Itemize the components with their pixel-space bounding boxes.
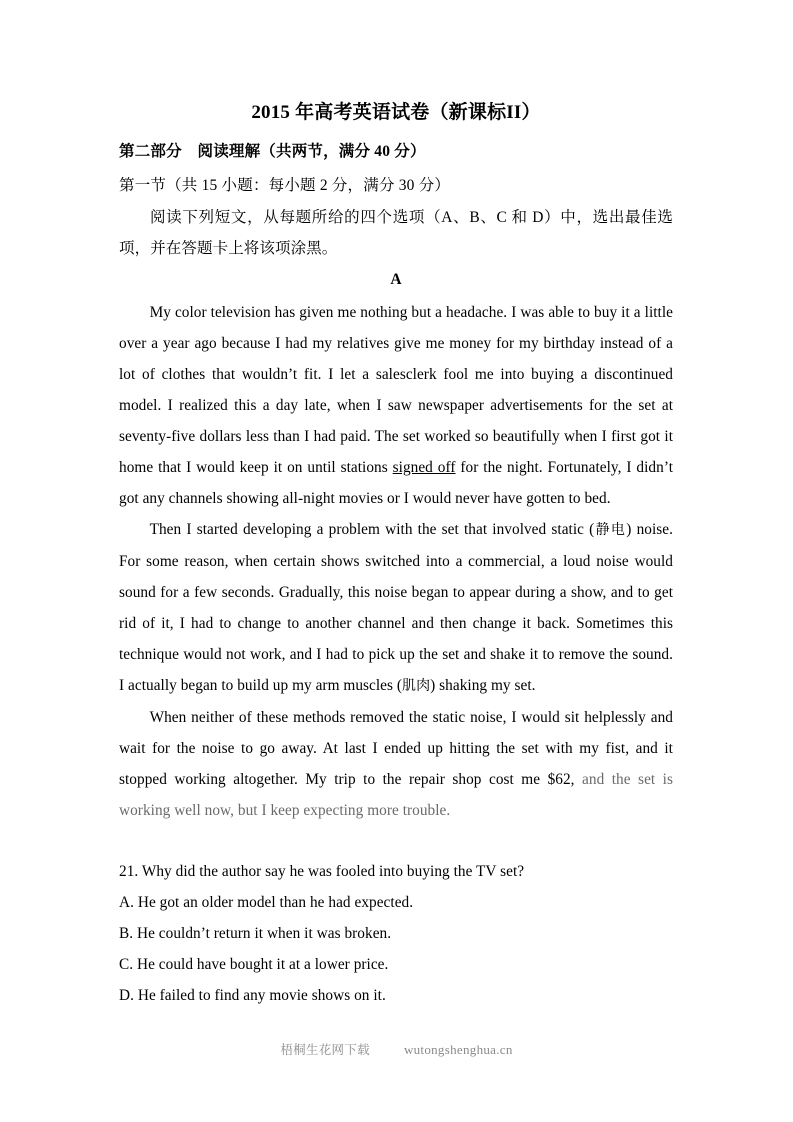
- title-block: [119, 100, 673, 126]
- part-heading-block: [119, 137, 673, 167]
- passage-paragraph-1: [119, 297, 673, 514]
- section-line-block: [119, 171, 673, 201]
- instruction-text: 阅读下列短文，从每题所给的四个选项（A、B、C 和 D）中，选出最佳选项，并在答题卡上将该项涂黑。: [119, 209, 673, 257]
- paragraph-2-text-part-1: Then I started developing a problem with the set that involved static (: [149, 521, 595, 538]
- question-option-d[interactable]: D. He failed to find any movie shows on it.: [119, 987, 386, 1004]
- footer-site-name: 梧桐生花网下载: [280, 1042, 370, 1057]
- question-option-a[interactable]: A. He got an older model than he had expected.: [119, 894, 414, 911]
- part-heading: 第二部分 阅读理解（共两节，满分 40 分）: [119, 143, 426, 160]
- passage-paragraph-2: [119, 514, 673, 702]
- gloss-jirou: 肌肉: [402, 678, 431, 694]
- gloss-jingdian: 静电: [594, 522, 627, 538]
- passage-body: [119, 297, 673, 826]
- page-footer: [0, 1040, 793, 1058]
- paragraph-1-text-after-underline: for the night. Fortunately, I didn’t got any channels showing all-night movies or I would never have gotten to bed.: [119, 459, 673, 507]
- page-title: 2015 年高考英语试卷（新课标II）: [251, 102, 541, 123]
- paragraph-1-text-before-underline: My color television has given me nothing but a headache. I was able to buy it a little over a year ago because I had my relatives give me money for my birthday instead of a lot of clothes that wouldn’t fit. I let a salesclerk fool me into buying a discontinued model. I realized this a day late, when I saw newspaper advertisements for the set at seventy-five dollars less than I had paid. The set worked so beautifully when I first got it home that I would keep it on until stations: [119, 304, 673, 476]
- question-option-b[interactable]: B. He couldn’t return it when it was broken.: [119, 925, 392, 942]
- passage-paragraph-3: [119, 702, 673, 826]
- underlined-phrase-signed-off: signed off: [392, 459, 456, 476]
- passage-label-block: [119, 265, 673, 295]
- instruction-block: [119, 202, 673, 264]
- paragraph-2-text-part-2: ) noise. For some reason, when certain shows switched into a commercial, a loud noise would sound for a few seconds. Gradually, this noise began to appear during a show, and to get rid of it, I had to change to another channel and then change it back. Sometimes this technique would not work, and I had to pick up the set and shake it to remove the sound. I actually began to build up my arm muscles (: [119, 521, 674, 694]
- question-block: [119, 856, 673, 1011]
- paragraph-3-text-faded: and the set is working well now, but I keep expecting more trouble.: [119, 771, 673, 819]
- paragraph-2-text-part-3: ) shaking my set.: [430, 677, 536, 694]
- passage-label: A: [390, 271, 402, 288]
- footer-site-url: wutongshenghua.cn: [403, 1042, 513, 1057]
- paragraph-3-text-dark: When neither of these methods removed the static noise, I would sit helplessly and wait for the noise to go away. At last I ended up hitting the set with my fist, and it stopped working altogether. My trip to the repair shop cost me $62,: [119, 709, 673, 788]
- question-stem-21: 21. Why did the author say he was fooled into buying the TV set?: [119, 863, 525, 880]
- question-option-c[interactable]: C. He could have bought it at a lower price.: [119, 956, 389, 973]
- section-line: 第一节（共 15 小题：每小题 2 分，满分 30 分）: [119, 177, 451, 194]
